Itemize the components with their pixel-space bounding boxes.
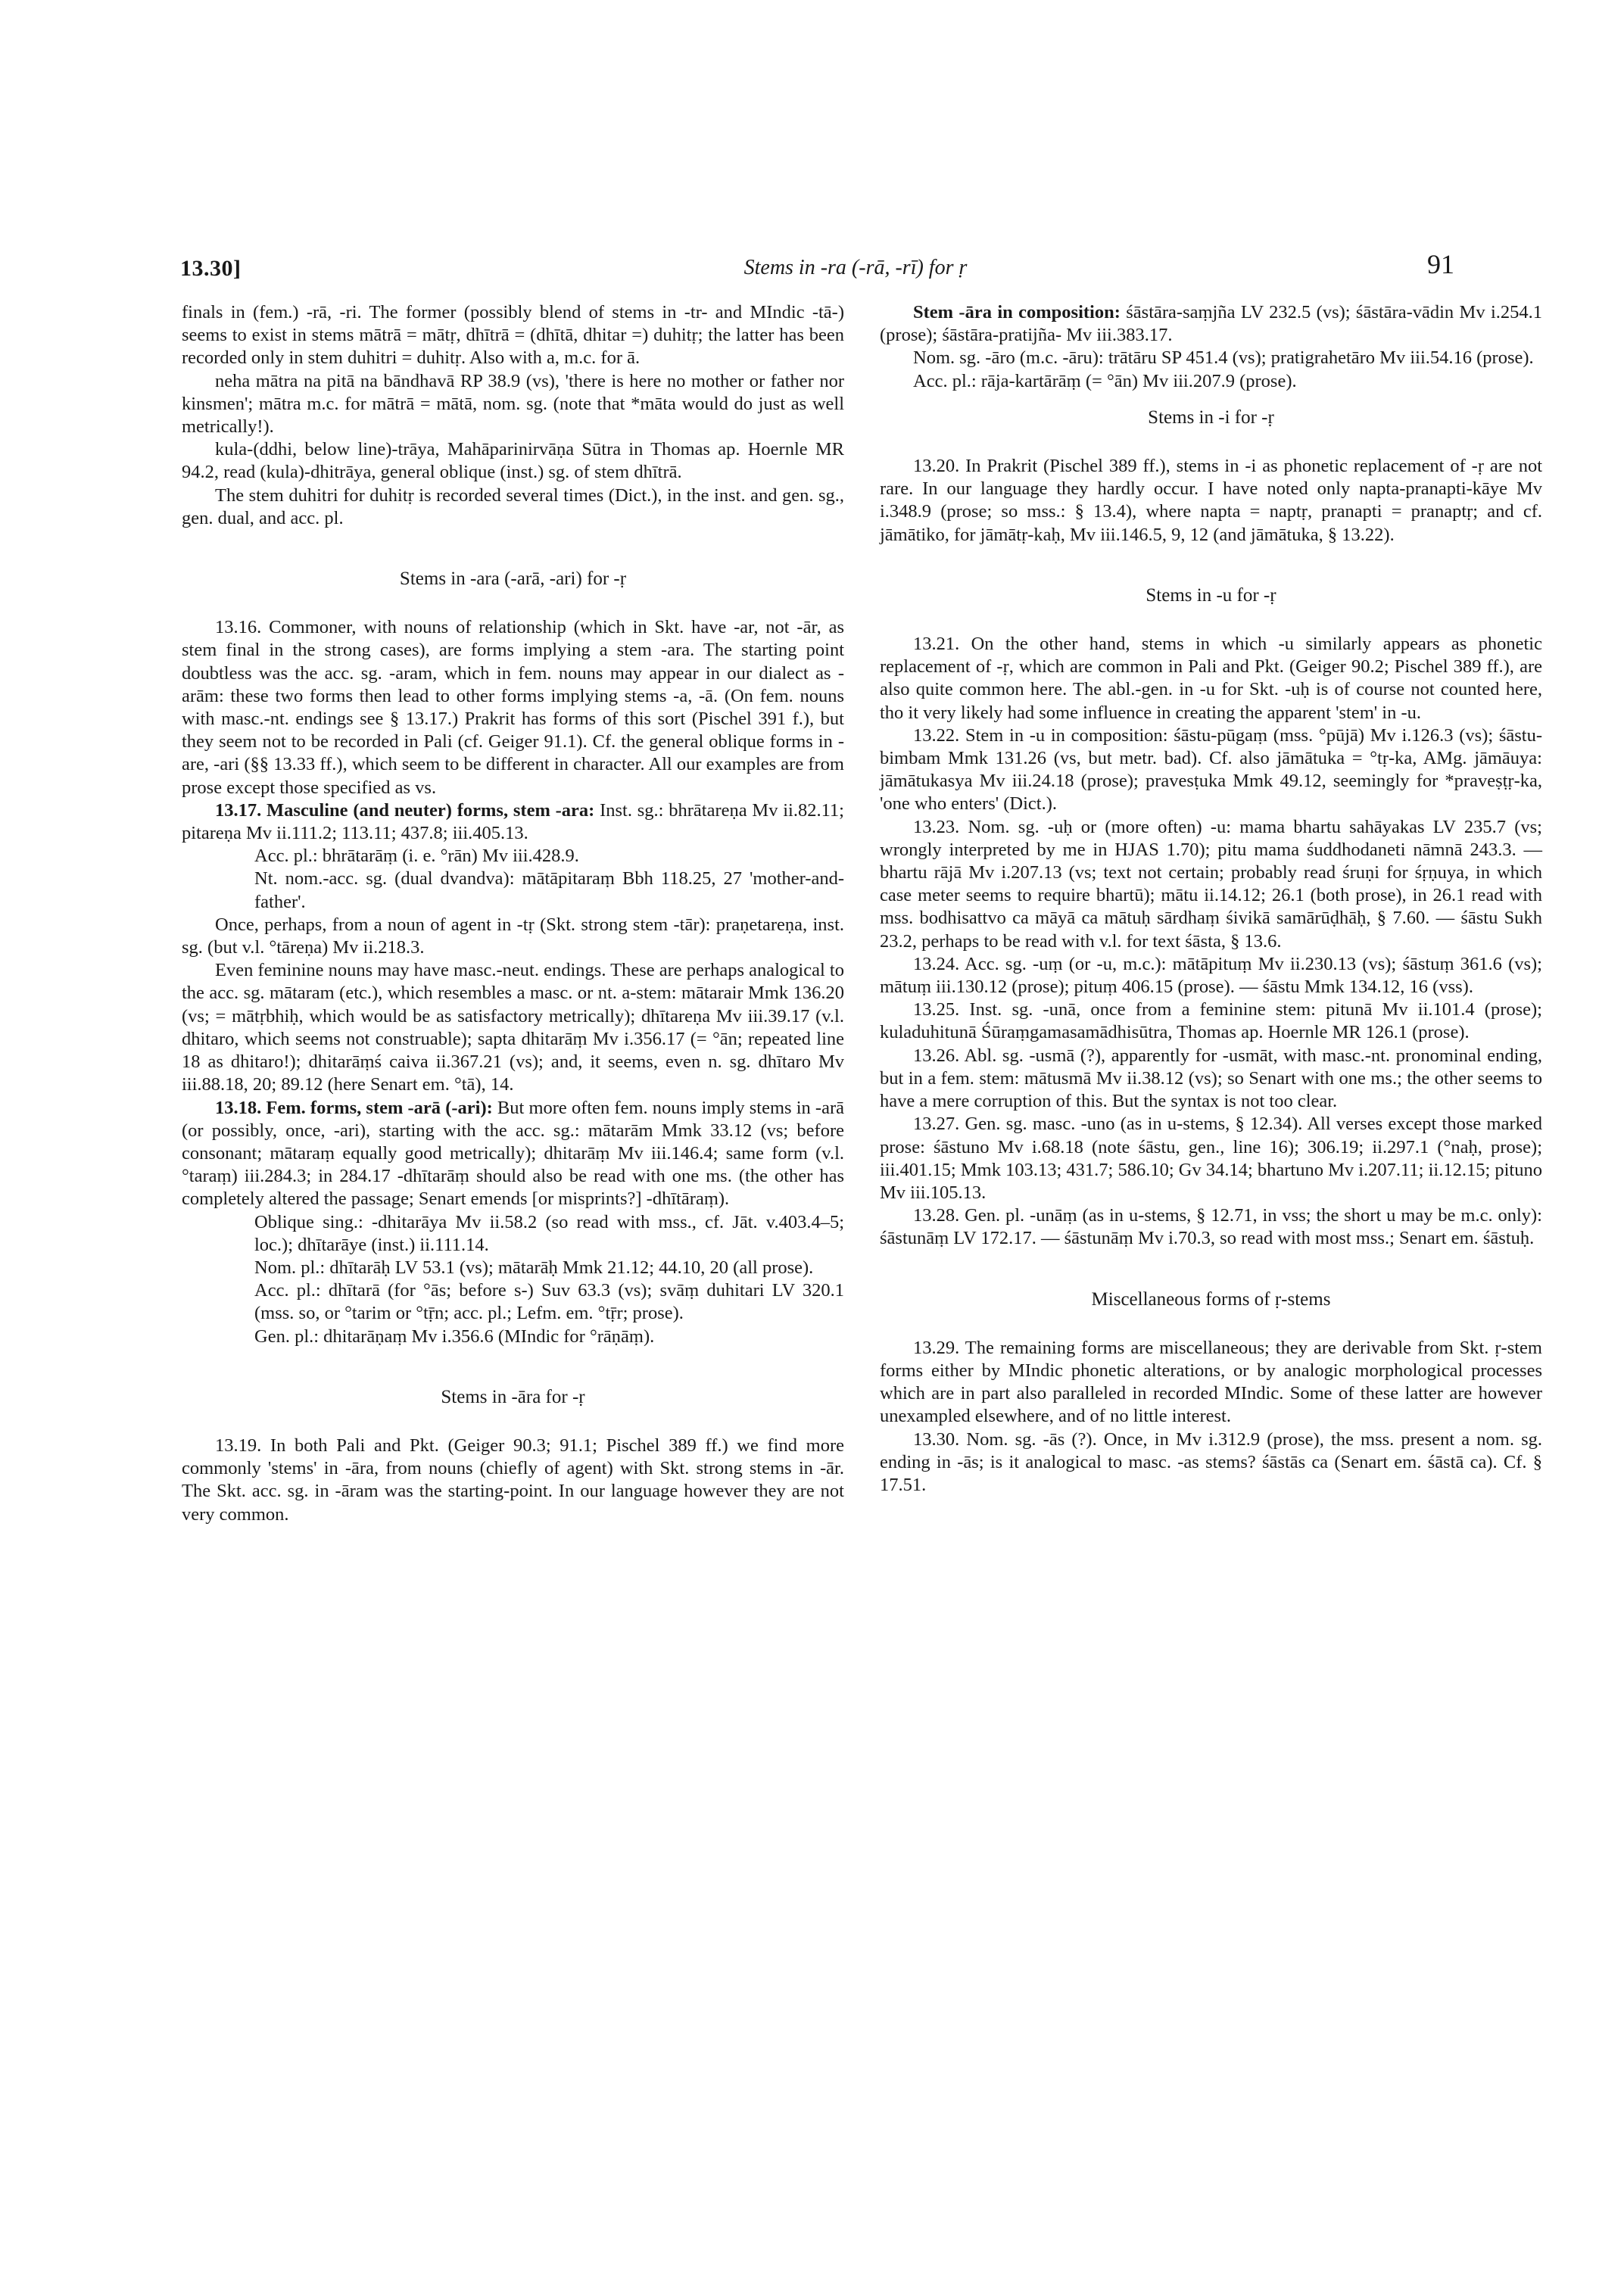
left-column xyxy=(182,301,844,1526)
section-title: 13.18. Fem. forms, stem -arā (-ari): xyxy=(215,1097,493,1118)
section-13-26: 13.26. Abl. sg. -usmā (?), apparently for -usmāt, with masc.-nt. pronominal ending, but in a fem. stem: mātusmā Mv ii.38.12 (vs); so Senart with one ms.; the other seems to have a mere corruption of this. But the syntax is not too clear. xyxy=(880,1045,1542,1112)
paragraph: Even feminine nouns may have masc.-neut. endings. These are perhaps analogical to the acc. sg. mātaram (etc.), which resembles a masc. or nt. a-stem: mātarair Mmk 136.20 (vs; = mātṛbhiḥ, which would be as satisfactory metrically); dhītareṇa Mv iii.39.17 (v.l. dhitaro, which seems not construable); sapta dhitarāṃ Mv i.356.17 (= °ān; repeated line 18 as dhitaro!); dhitarāṃś caiva ii.367.21 (vs); and, it seems, even n. sg. dhītaro Mv iii.88.18, 20; 89.12 (here Senart em. °tā), 14. xyxy=(182,960,844,1095)
section-13-27: 13.27. Gen. sg. masc. -uno (as in u-stems, § 12.34). All verses except those marked prose: śāstuno Mv i.68.18 (note śāstu, gen., line 16); 306.19; ii.297.1 (°naḥ, prose); iii.401.15; Mmk 103.13; 431.7; 586.10; Gv 34.14; bhartuno Mv i.207.11; ii.12.15; pituno Mv iii.105.13. xyxy=(880,1114,1542,1203)
section-13-22: 13.22. Stem in -u in composition: śāstu-pūgaṃ (mss. °pūjā) Mv i.126.3 (vs); śāstu-bimbam Mmk 131.26 (vs, but metr. bad). Cf. also jāmātuka = °tṛ-ka, AMg. jāmāuya: jāmātukasya Mv iii.24.18 (prose); pravesṭuka Mmk 49.12, seemingly for *praveṣṭṛ-ka, 'one who enters' (Dict.). xyxy=(880,724,1542,815)
paragraph: Oblique sing.: -dhitarāya Mv ii.58.2 (so read with mss., cf. Jāt. v.403.4–5; loc.); dhītarāye (inst.) ii.111.14. xyxy=(254,1211,844,1255)
section-13-25: 13.25. Inst. sg. -unā, once from a feminine stem: pitunā Mv ii.101.4 (prose); kuladuhitunā Śūraṃgamasamādhisūtra, Thomas ap. Hoernle MR 126.1 (prose). xyxy=(880,999,1542,1043)
section-13-16: 13.16. Commoner, with nouns of relationship (which in Skt. have -ar, not -ār, as stem final in the strong cases), are forms implying a stem -ara. The starting point doubtless was the acc. sg. -aram, which in fem. nouns may appear in our dialect as -arām: these two forms then lead to other forms implying stems -a, -ā. (On fem. nouns with masc.-nt. endings see § 13.17.) Prakrit has forms of this sort (Pischel 391 f.), but they seem not to be recorded in Pali (cf. Geiger 91.1). Cf. the general oblique forms in -are, -ari (§§ 13.33 ff.), which seem to be different in character. All our examples are from prose except those specified as vs. xyxy=(182,617,844,798)
section-13-21: 13.21. On the other hand, stems in which -u similarly appears as phonetic replacement of -ṛ, which are common in Pali and Pkt. (Geiger 90.2; Pischel 389 ff.), are also quite common here. The abl.-gen. in -u for Skt. -uḥ is of course not counted here, tho it very likely had some influence in creating the apparent 'stem' in -u. xyxy=(880,634,1542,723)
paragraph: Acc. pl.: rāja-kartārāṃ (= °ān) Mv iii.207.9 (prose). xyxy=(913,370,1297,391)
section-heading: Stems in -u for -ṛ xyxy=(1146,584,1276,606)
running-head-section: 13.30] xyxy=(180,256,242,281)
paragraph xyxy=(880,301,1542,347)
section-13-30: 13.30. Nom. sg. -ās (?). Once, in Mv i.312.9 (prose), the mss. present a nom. sg. ending in -ās; is it analogical to masc. -as stems? śāstās ca (Senart em. śāstā ca). Cf. § 17.51. xyxy=(880,1428,1542,1495)
section-title: Stem -āra in composition: xyxy=(913,302,1121,322)
section-heading: Stems in -i for -ṛ xyxy=(1148,407,1274,428)
section-13-18 xyxy=(182,1097,844,1211)
section-13-24: 13.24. Acc. sg. -uṃ (or -u, m.c.): mātāpituṃ Mv ii.230.13 (vs); śāstuṃ 361.6 (vs); mātuṃ iii.130.12 (prose); pituṃ 406.15 (prose). — śāstu Mmk 134.12, 16 (vss). xyxy=(880,953,1542,998)
paragraph: Gen. pl.: dhitarāṇaṃ Mv i.356.6 (MIndic for °rāṇāṃ). xyxy=(254,1326,655,1347)
paragraph: Once, perhaps, from a noun of agent in -tṛ (Skt. strong stem -tār): praṇetareṇa, inst. sg. (but v.l. °tāreṇa) Mv ii.218.3. xyxy=(182,914,844,958)
paragraph: Nom. sg. -āro (m.c. -āru): trātāru SP 451.4 (vs); pratigrahetāro Mv iii.54.16 (prose). xyxy=(913,347,1534,369)
section-13-29: 13.29. The remaining forms are miscellaneous; they are derivable from Skt. ṛ-stem forms either by MIndic phonetic alterations, or by analogic morphological processes which are in part also paralleled in recorded MIndic. Some of these latter are however unexampled elsewhere, and of no little interest. xyxy=(880,1337,1542,1427)
paragraph-text: śāstāra-saṃjña LV 232.5 (vs); śāstāra-vādin Mv i.254.1 (prose); śāstāra-pratijña- Mv iii.383.17. xyxy=(880,302,1543,346)
section-13-20: 13.20. In Prakrit (Pischel 389 ff.), stems in -i as phonetic replacement of -ṛ are not rare. In our language they hardly occur. I have noted only napta-pranapti-kāye Mv i.348.9 (prose; so mss.: § 13.4), where napta = naptṛ, pranapti = pranaptṛ; and cf. jāmātiko, for jāmātṛ-kaḥ, Mv iii.146.5, 9, 12 (and jāmātuka, § 13.22). xyxy=(880,456,1542,545)
paragraph: neha mātra na pitā na bāndhavā RP 38.9 (vs), 'there is here no mother or father nor kinsmen'; mātra m.c. for mātrā = mātā, nom. sg. (note that *māta would do just as well metrically!). xyxy=(182,370,844,438)
section-heading: Miscellaneous forms of ṛ-stems xyxy=(1091,1288,1331,1310)
page-number: 91 xyxy=(1427,249,1454,279)
paragraph-text: Inst. sg.: bhrātareṇa Mv ii.82.11; pitareṇa Mv ii.111.2; 113.11; 437.8; iii.405.13. xyxy=(182,799,844,844)
section-13-19: 13.19. In both Pali and Pkt. (Geiger 90.3; 91.1; Pischel 389 ff.) we find more commonly 'stems' in -āra, from nouns (chiefly of agent) with Skt. strong stems in -ār. The Skt. acc. sg. in -āram was the starting-point. In our language however they are not very common. xyxy=(182,1435,844,1525)
paragraph: Nom. pl.: dhītarāḥ LV 53.1 (vs); mātarāḥ Mmk 21.12; 44.10, 20 (all prose). xyxy=(254,1257,814,1278)
paragraph: Acc. pl.: dhītarā (for °ās; before s-) Suv 63.3 (vs); svāṃ duhitari LV 320.1 (mss. so, or °tarim or °tṝn; acc. pl.; Lefm. em. °tṝr; prose). xyxy=(254,1280,844,1324)
section-title: 13.17. Masculine (and neuter) forms, stem -ara: xyxy=(215,799,595,821)
section-heading: Stems in -ara (-arā, -ari) for -ṛ xyxy=(399,569,627,590)
running-head-title: Stems in -ra (-rā, -rī) for ṛ xyxy=(743,256,968,279)
paragraph: kula-(ddhi, below line)-trāya, Mahāparinirvāṇa Sūtra in Thomas ap. Hoernle MR 94.2, read (kula)-dhitrāya, general oblique (inst.) sg. of stem dhītrā. xyxy=(182,439,844,483)
paragraph: Nt. nom.-acc. sg. (dual dvandva): mātāpitaraṃ Bbh 118.25, 27 'mother-and-father'. xyxy=(254,868,844,912)
paragraph-text: But more often fem. nouns imply stems in -arā (or possibly, once, -ari), starting with the acc. sg.: mātarām Mmk 33.12 (vs; before consonant; mātaraṃ equally good metrically); dhitarāṃ Mv iii.146.4; same form (v.l. °taraṃ) iii.284.3; in 284.17 -dhītarāṃ should also be read with one ms. (the other has completely altered the passage; Senart emends [or misprints?] -dhītāraṃ). xyxy=(182,1097,844,1210)
section-heading: Stems in -āra for -ṛ xyxy=(441,1386,585,1407)
paragraph: Acc. pl.: bhrātarāṃ (i. e. °rān) Mv iii.428.9. xyxy=(254,846,579,867)
section-13-23: 13.23. Nom. sg. -uḥ or (more often) -u: mama bhartu sahāyakas LV 235.7 (vs; wrongly interpreted by me in HJAS 1.70); pitu mama śuddhodaneti nāmnā 243.3. — bhartu rājā Mv i.207.13 (vs; text not certain; probably read śruṇi for śṛṇuya, in which case meter seems to require bhartū); mātu ii.14.12; 26.1 (both prose), in 26.1 read with mss. bodhisattvo ca māyā ca mātuḥ sārdhaṃ śivikā samārūḍhāḥ, § 7.60. — śāstu Sukh 23.2, perhaps to be read with v.l. for text śāsta, § 13.6. xyxy=(880,816,1542,952)
paragraph: The stem duhitri for duhitṛ is recorded several times (Dict.), in the inst. and gen. sg., gen. dual, and acc. pl. xyxy=(182,484,844,528)
section-13-28: 13.28. Gen. pl. -unāṃ (as in u-stems, § 12.71, in vss; the short u may be m.c. only): śāstunāṃ LV 172.17. — śāstunāṃ Mv i.70.3, so read with most mss.; Senart em. śāstuḥ. xyxy=(880,1205,1542,1249)
section-13-17 xyxy=(182,799,844,845)
paragraph: finals in (fem.) -rā, -ri. The former (possibly blend of stems in -tr- and MIndic -tā-) seems to exist in stems mātrā = mātṛ, dhītrā = (dhītā, dhitar =) duhitṛ; the latter has been recorded only in stem duhitri = duhitṛ. Also with a, m.c. for ā. xyxy=(182,302,844,369)
right-column xyxy=(880,301,1542,1497)
